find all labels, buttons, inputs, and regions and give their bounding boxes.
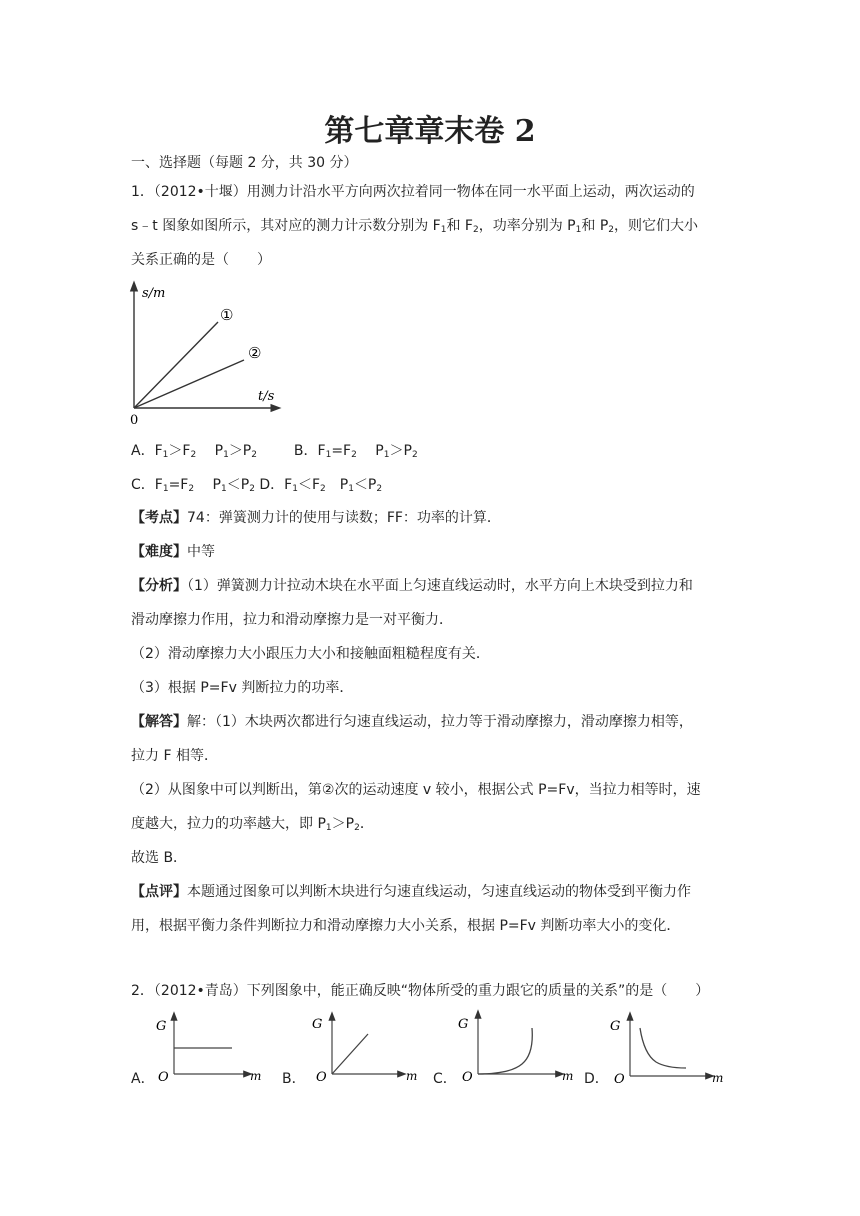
graph-c-y-label: G <box>458 1017 469 1032</box>
graph-d-x-label: m <box>712 1071 724 1085</box>
graph-d-curve <box>640 1028 686 1068</box>
fenxi-line4: （3）根据 P=Fv 判断拉力的功率． <box>131 680 354 696</box>
option-d[interactable]: D．$F_1<F_2$ $P_1<P_2$ <box>259 477 383 494</box>
graph-c-origin: O <box>462 1070 473 1085</box>
dianping-line1: 【点评】本题通过图象可以判断木块进行匀速直线运动，匀速直线运动的物体受到平衡力作 <box>131 884 691 900</box>
q2-option-d-label[interactable]: D． <box>584 1071 609 1087</box>
line-1-label: ① <box>220 306 234 324</box>
section-heading: 一、选择题（每题 2 分，共 30 分） <box>131 155 358 171</box>
q1-st-graph <box>126 280 286 430</box>
graph-a-origin: O <box>158 1070 169 1085</box>
line-1 <box>134 322 218 408</box>
q2-option-b-label[interactable]: B． <box>282 1071 306 1087</box>
jieda-line4: 度越大，拉力的功率越大，即 $P_1>P_2$． <box>131 816 374 833</box>
q2-option-a-label[interactable]: A． <box>131 1071 155 1087</box>
option-c[interactable]: C．$F_1=F_2$ $P_1<P_2$ <box>131 477 255 494</box>
fenxi-line2: 滑动摩擦力作用，拉力和滑动摩擦力是一对平衡力． <box>131 612 453 628</box>
x-axis-label: t/s <box>258 389 275 404</box>
line-2 <box>134 360 244 408</box>
graph-a-y-label: G <box>156 1019 167 1034</box>
graph-d-y-label: G <box>610 1019 621 1034</box>
origin-label: 0 <box>130 413 139 428</box>
option-b[interactable]: B．$F_1=F_2$ $P_1>P_2$ <box>293 443 418 460</box>
dianping-line2: 用，根据平衡力条件判断拉力和滑动摩擦力大小关系，根据 P=Fv 判断功率大小的变化． <box>131 918 681 934</box>
fenxi-line3: （2）滑动摩擦力大小跟压力大小和接触面粗糙程度有关． <box>131 646 490 662</box>
graph-d-origin: O <box>614 1072 625 1087</box>
fenxi-line1: 【分析】（1）弹簧测力计拉动木块在水平面上匀速直线运动时，水平方向上木块受到拉力和 <box>131 578 693 594</box>
q2-stem: 2．（2012•青岛）下列图象中，能正确反映“物体所受的重力跟它的质量的关系”的是（ ） <box>131 983 710 999</box>
q2-graph-b <box>302 1010 422 1090</box>
graph-b-curve <box>332 1034 368 1074</box>
jieda-line2: 拉力 F 相等． <box>131 748 218 764</box>
q2-graph-a <box>150 1010 260 1090</box>
q1-stem-line3: 关系正确的是（ ） <box>131 252 271 268</box>
graph-b-origin: O <box>316 1070 327 1085</box>
page-title: 第七章章末卷 2 <box>324 114 536 149</box>
jieda-line5: 故选 B． <box>131 850 188 866</box>
kaodian: 【考点】74：弹簧测力计的使用与读数；FF：功率的计算． <box>131 510 501 526</box>
option-a[interactable]: A．$F_1>F_2$ $P_1>P_2$ <box>131 443 257 460</box>
jieda-line1: 【解答】解：（1）木块两次都进行匀速直线运动，拉力等于滑动摩擦力，滑动摩擦力相等， <box>131 714 693 730</box>
graph-c-x-label: m <box>562 1069 574 1083</box>
jieda-line3: （2）从图象中可以判断出，第②次的运动速度 v 较小，根据公式 P=Fv，当拉力相等时，速 <box>131 782 701 798</box>
q1-stem-line1: 1．（2012•十堰）用测力计沿水平方向两次拉着同一物体在同一水平面上运动，两次运动的 <box>131 184 695 200</box>
q2-graph-d <box>604 1010 726 1090</box>
q1-stem-line2: s﹣t 图象如图所示，其对应的测力计示数分别为 $F_1$和 $F_2$，功率分别为 $P_1$和 $P_2$，则它们大小 <box>131 218 699 235</box>
line-2-label: ② <box>248 344 262 362</box>
q2-graph-c <box>452 1008 577 1088</box>
graph-b-y-label: G <box>312 1017 323 1032</box>
nandu: 【难度】中等 <box>131 544 215 560</box>
graph-b-x-label: m <box>406 1069 418 1083</box>
graph-c-curve <box>478 1028 532 1074</box>
y-axis-label: s/m <box>142 286 166 301</box>
q1-options-row1 <box>131 440 418 460</box>
q1-options-row2 <box>131 474 382 494</box>
q2-option-c-label[interactable]: C． <box>433 1071 457 1087</box>
graph-a-x-label: m <box>250 1069 262 1083</box>
